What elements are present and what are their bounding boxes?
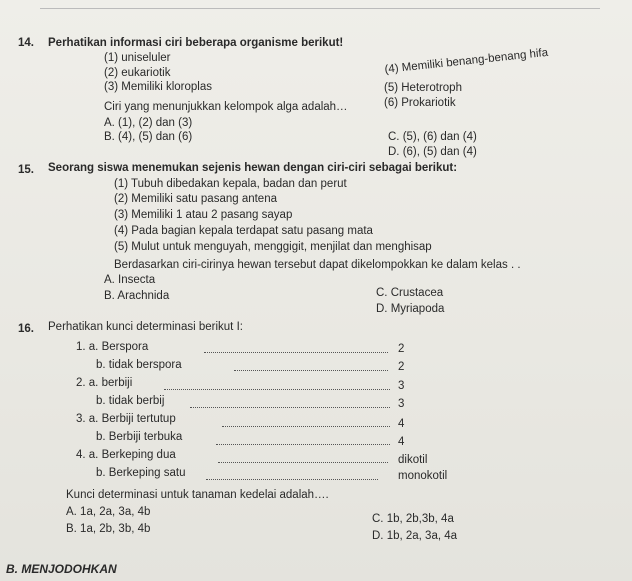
q16-question: Kunci determinasi untuk tanaman kedelai adalah…. [66,489,329,501]
key-row-label: b. Berkeping satu [96,467,186,479]
q15-item-1: (1) Tubuh dibedakan kepala, badan dan perut [114,178,347,190]
key-row-label: 2. a. berbiji [76,377,133,389]
q14-option-c[interactable]: C. (5), (6) dan (4) [388,131,477,143]
key-leader-dots [204,352,388,353]
q15-option-a[interactable]: A. Insecta [104,274,156,286]
q14-option-b[interactable]: B. (4), (5) dan (6) [104,131,193,143]
q14-item-4: (4) Memiliki benang-benang hifa [384,46,549,76]
key-row-value: 3 [398,380,405,392]
q14-option-a[interactable]: A. (1), (2) dan (3) [104,117,193,129]
key-row-value: 2 [398,361,405,373]
key-row-label: 1. a. Berspora [76,341,149,353]
q14-item-3: (3) Memiliki kloroplas [104,81,212,93]
key-leader-dots [206,479,378,480]
key-row-value: 2 [398,343,405,355]
q14-item-6: (6) Prokariotik [384,97,456,109]
q14-stem: Perhatikan informasi ciri beberapa organisme berikut! [48,37,344,49]
q15-item-2: (2) Memiliki satu pasang antena [114,193,277,205]
key-leader-dots [164,389,390,390]
top-divider [40,8,600,9]
key-leader-dots [190,407,390,408]
key-leader-dots [216,444,390,445]
q16-number: 16. [18,323,34,335]
q14-item-5: (5) Heterotroph [384,82,462,94]
key-leader-dots [222,426,390,427]
q15-number: 15. [18,164,34,176]
key-row-value: 4 [398,436,405,448]
key-row-label: b. tidak berspora [96,359,182,371]
key-row-value: 3 [398,398,405,410]
key-leader-dots [218,462,388,463]
q15-item-5: (5) Mulut untuk menguyah, menggigit, menjilat dan menghisap [114,241,432,253]
q16-option-a[interactable]: A. 1a, 2a, 3a, 4b [66,506,151,518]
q15-option-c[interactable]: C. Crustacea [376,287,444,299]
q15-question: Berdasarkan ciri-cirinya hewan tersebut dapat dikelompokkan ke dalam kelas . . [114,259,521,271]
q14-number: 14. [18,37,34,49]
key-row-label: b. tidak berbij [96,395,165,407]
q14-item-1: (1) uniseluler [104,52,171,64]
key-row-label: b. Berbiji terbuka [96,431,183,443]
q16-option-c[interactable]: C. 1b, 2b,3b, 4a [372,513,454,525]
q16-stem: Perhatikan kunci determinasi berikut I: [48,321,243,333]
q15-item-3: (3) Memiliki 1 atau 2 pasang sayap [114,209,293,221]
q16-option-b[interactable]: B. 1a, 2b, 3b, 4b [66,523,151,535]
key-row-label: 3. a. Berbiji tertutup [76,413,176,425]
q15-option-d[interactable]: D. Myriapoda [376,303,445,315]
q14-question: Ciri yang menunjukkan kelompok alga adalah… [104,101,348,113]
key-row-value: dikotil [398,454,428,466]
q14-option-d[interactable]: D. (6), (5) dan (4) [388,146,477,158]
section-heading: B. MENJODOHKAN [6,562,117,576]
key-row-label: 4. a. Berkeping dua [76,449,176,461]
q16-option-d[interactable]: D. 1b, 2a, 3a, 4a [372,530,458,542]
key-row-value: monokotil [398,470,448,482]
key-leader-dots [234,370,388,371]
q15-stem: Seorang siswa menemukan sejenis hewan dengan ciri-ciri sebagai berikut: [48,162,458,174]
q14-item-2: (2) eukariotik [104,67,171,79]
q15-item-4: (4) Pada bagian kepala terdapat satu pasang mata [114,225,373,237]
key-row-value: 4 [398,418,405,430]
q15-option-b[interactable]: B. Arachnida [104,290,170,302]
